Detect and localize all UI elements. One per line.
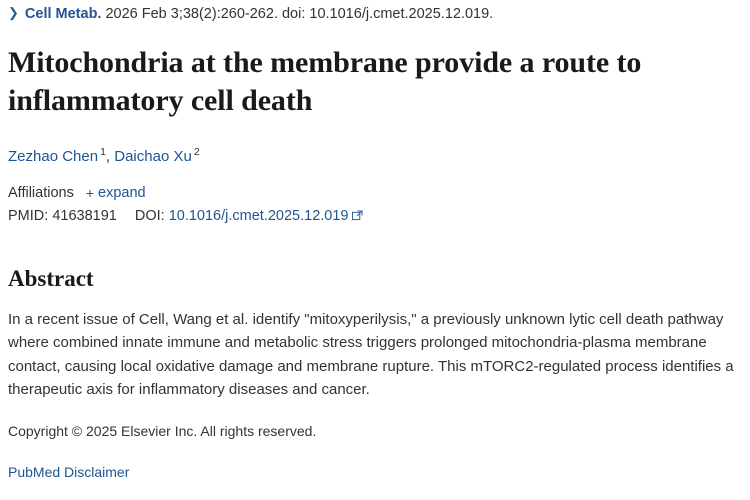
expand-label: expand bbox=[98, 185, 146, 202]
author-list bbox=[8, 146, 742, 165]
plus-icon: + bbox=[85, 185, 95, 202]
author-separator: , bbox=[105, 148, 111, 166]
author-affiliation-marker[interactable]: 1 bbox=[100, 146, 106, 159]
doi-link[interactable]: 10.1016/j.cmet.2025.12.019 bbox=[168, 208, 349, 225]
abstract-heading: Abstract bbox=[8, 266, 94, 292]
author-entry bbox=[8, 148, 110, 165]
author-affiliation-marker[interactable]: 2 bbox=[193, 146, 200, 159]
author-entry bbox=[114, 148, 199, 165]
expand-affiliations-button[interactable] bbox=[86, 185, 146, 201]
affiliations-label: Affiliations bbox=[8, 185, 74, 202]
author-link[interactable]: Zezhao Chen bbox=[8, 148, 99, 166]
journal-name-link[interactable]: Cell Metab. bbox=[24, 6, 102, 22]
affiliations-row bbox=[8, 185, 742, 201]
chevron-right-icon[interactable]: ❯ bbox=[8, 5, 19, 20]
citation-line bbox=[8, 0, 742, 22]
external-link-icon[interactable] bbox=[352, 209, 363, 220]
citation-details: 2026 Feb 3;38(2):260-262. doi: 10.1016/j.cmet.2025.12.019. bbox=[105, 6, 494, 22]
pmid-label: PMID: bbox=[8, 208, 49, 225]
pubmed-disclaimer-link[interactable]: PubMed Disclaimer bbox=[8, 464, 130, 481]
identifiers-row bbox=[8, 208, 742, 224]
page-title: Mitochondria at the membrane provide a route to inflammatory cell death bbox=[8, 46, 642, 118]
author-link[interactable]: Daichao Xu bbox=[114, 148, 192, 166]
pmid-value: 41638191 bbox=[52, 208, 117, 225]
doi-label: DOI: bbox=[134, 208, 165, 225]
abstract-text: In a recent issue of Cell, Wang et al. identify "mitoxyperilysis," a previously unknown lytic cell death pathway where combined innate immune and metabolic stress triggers prolonged mitochondria-plasma membrane contact, causing local oxidative damage and membrane rupture. This mTORC2-regulated process identifies a therapeutic axis for inflammatory diseases and cancer. bbox=[8, 311, 734, 398]
copyright-text: Copyright © 2025 Elsevier Inc. All rights reserved. bbox=[8, 423, 317, 440]
